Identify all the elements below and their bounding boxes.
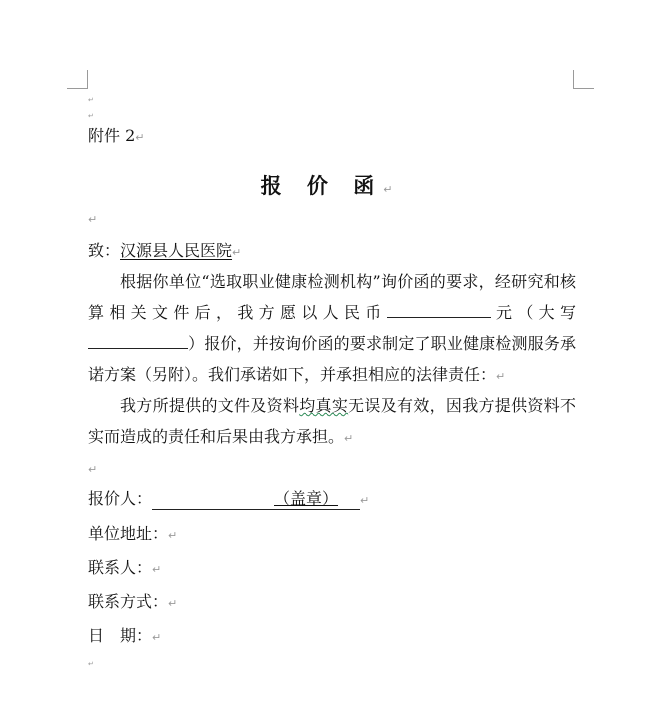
empty-paragraph <box>88 458 97 480</box>
margin-corner-top-left <box>67 70 88 89</box>
document-title <box>0 170 653 200</box>
body-p2-part-a: 我方所提供的文件及资料 <box>120 396 300 415</box>
address-line <box>88 524 177 546</box>
body-p2-part-b: 无误及有效，因我方提供资料不实而造成的责任和后果由我方承担。 <box>88 396 576 446</box>
amount-in-words-blank[interactable] <box>88 332 188 349</box>
paragraph-mark-icon: ↵ <box>496 370 506 383</box>
seal-text: （盖章） <box>274 489 339 508</box>
paragraph-mark-icon: ↵ <box>88 213 98 226</box>
amount-blank[interactable] <box>387 301 491 318</box>
body-paragraph-2 <box>88 390 576 454</box>
attachment-label <box>88 126 145 148</box>
recipient-prefix: 致： <box>88 241 121 260</box>
margin-corner-top-right <box>573 70 594 89</box>
address-label: 单位地址： <box>88 524 169 543</box>
attachment-text: 附件 2 <box>88 126 136 145</box>
paragraph-mark-icon: ↵ <box>360 494 370 507</box>
body-p1-part-a: 根据你单位“选取职业健康检测机构”询价函的要求，经研究和核算相关文件后，我方愿以人民币 <box>88 272 576 322</box>
empty-paragraph-mark: ↵ <box>88 112 94 120</box>
contact-line <box>88 558 161 580</box>
contact-method-label: 联系方式： <box>88 592 169 611</box>
contact-method-line <box>88 592 177 614</box>
paragraph-mark-icon: ↵ <box>232 246 242 259</box>
contact-label: 联系人： <box>88 558 153 577</box>
paragraph-mark-icon: ↵ <box>344 432 354 445</box>
paragraph-mark-icon: ↵ <box>168 529 178 542</box>
recipient-line <box>88 241 241 263</box>
recipient-name: 汉源县人民医院 <box>120 241 233 260</box>
date-label: 日 期： <box>88 626 153 645</box>
title-text: 报 价 函 <box>260 173 384 198</box>
body-p1-part-b: 元（大写 <box>490 303 576 322</box>
paragraph-mark-icon: ↵ <box>383 183 393 196</box>
body-p2-wavy: 均真实 <box>299 396 349 415</box>
body-p1-part-c: ）报价，并按询价函的要求制定了职业健康检测服务承诺方案（另附）。我们承诺如下，并承担相应的法律责任： <box>88 334 576 384</box>
empty-paragraph-mark: ↵ <box>88 96 94 104</box>
quoter-label: 报价人： <box>88 489 153 508</box>
quoter-line <box>88 489 369 511</box>
quoter-signature-field[interactable] <box>152 489 360 510</box>
paragraph-mark-icon: ↵ <box>152 563 162 576</box>
empty-paragraph <box>88 208 97 230</box>
body-paragraph-1 <box>88 266 576 392</box>
paragraph-mark-icon: ↵ <box>88 463 98 476</box>
paragraph-mark-icon: ↵ <box>168 597 178 610</box>
paragraph-mark-icon: ↵ <box>152 631 162 644</box>
paragraph-mark-icon: ↵ <box>135 131 145 144</box>
empty-paragraph-mark: ↵ <box>88 660 94 668</box>
date-line <box>88 626 161 648</box>
